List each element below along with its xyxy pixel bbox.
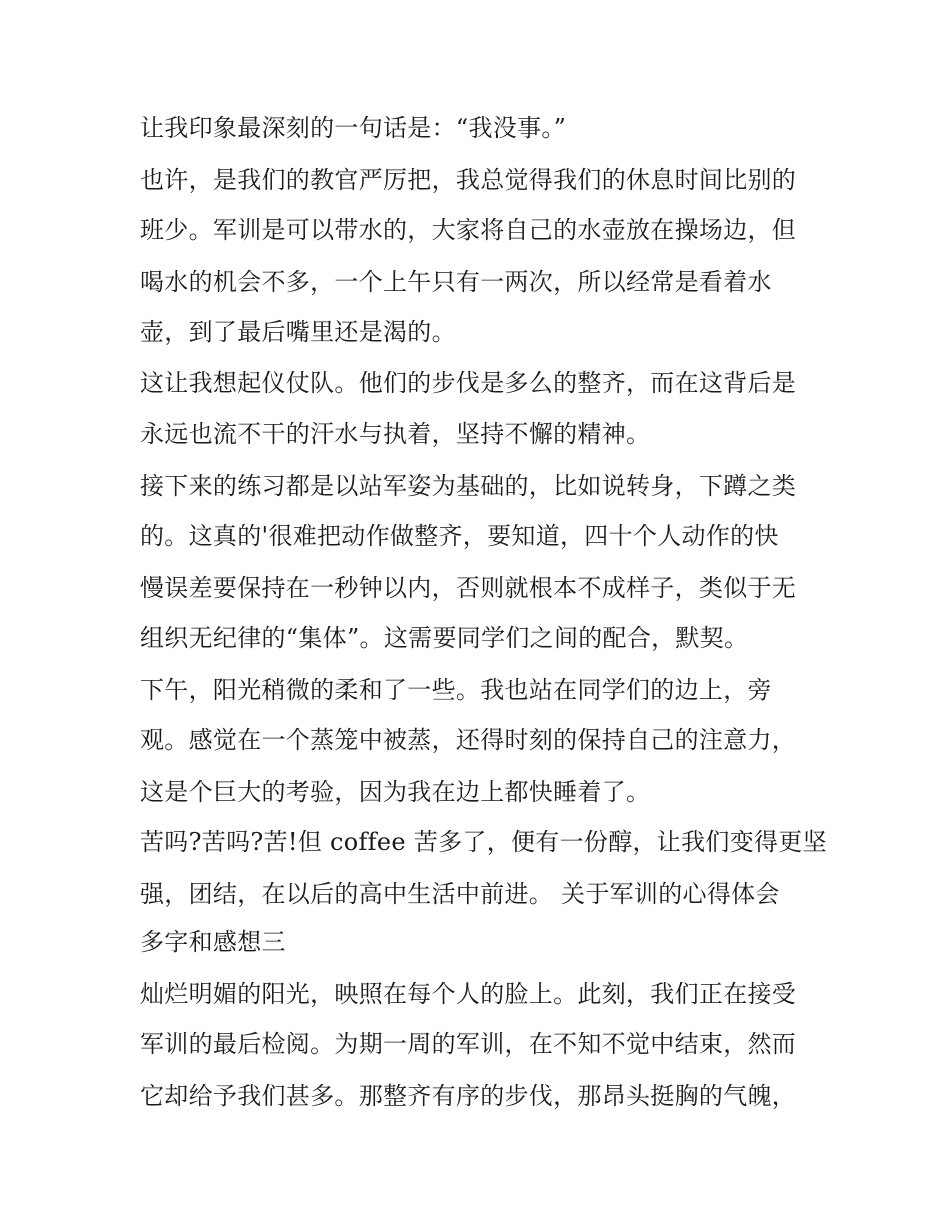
text-line: 慢误差要保持在一秒钟以内，否则就根本不成样子，类似于无 — [140, 574, 797, 602]
text-line: 强，团结，在以后的高中生活中前进。 关于军训的心得体会 — [140, 880, 780, 908]
text-line: 壶，到了最后嘴里还是渴的。 — [140, 318, 456, 346]
text-line: 它却给予我们甚多。那整齐有序的步伐，那昂头挺胸的气魄， — [140, 1082, 797, 1110]
text-line: 苦吗?苦吗?苦!但 coffee 苦多了，便有一份醇，让我们变得更坚 — [140, 828, 827, 856]
text-line: 观。感觉在一个蒸笼中被蒸，还得时刻的保持自己的注意力， — [140, 726, 797, 754]
text-line: 喝水的机会不多，一个上午只有一两次，所以经常是看着水 — [140, 268, 772, 296]
text-line: 班少。军训是可以带水的，大家将自己的水壶放在操场边，但 — [140, 216, 797, 244]
text-line: 下午，阳光稍微的柔和了一些。我也站在同学们的边上，旁 — [140, 676, 772, 704]
text-line: 多字和感想三 — [140, 928, 286, 956]
text-line: 灿烂明媚的阳光，映照在每个人的脸上。此刻，我们正在接受 — [140, 980, 797, 1008]
text-line: 这让我想起仪仗队。他们的步伐是多么的整齐，而在这背后是 — [140, 369, 797, 397]
text-line: 组织无纪律的“集体”。这需要同学们之间的配合，默契。 — [140, 624, 749, 652]
text-line: 永远也流不干的汗水与执着，坚持不懈的精神。 — [140, 420, 651, 448]
text-line: 也许，是我们的教官严厉把，我总觉得我们的休息时间比别的 — [140, 166, 797, 194]
text-line: 的。这真的'很难把动作做整齐，要知道，四十个人动作的快 — [140, 522, 779, 550]
text-line: 军训的最后检阅。为期一周的军训，在不知不觉中结束，然而 — [140, 1030, 797, 1058]
text-line: 这是个巨大的考验，因为我在边上都快睡着了。 — [140, 778, 651, 806]
text-line: 让我印象最深刻的一句话是：“我没事。” — [140, 114, 567, 142]
text-line: 接下来的练习都是以站军姿为基础的，比如说转身，下蹲之类 — [140, 472, 797, 500]
